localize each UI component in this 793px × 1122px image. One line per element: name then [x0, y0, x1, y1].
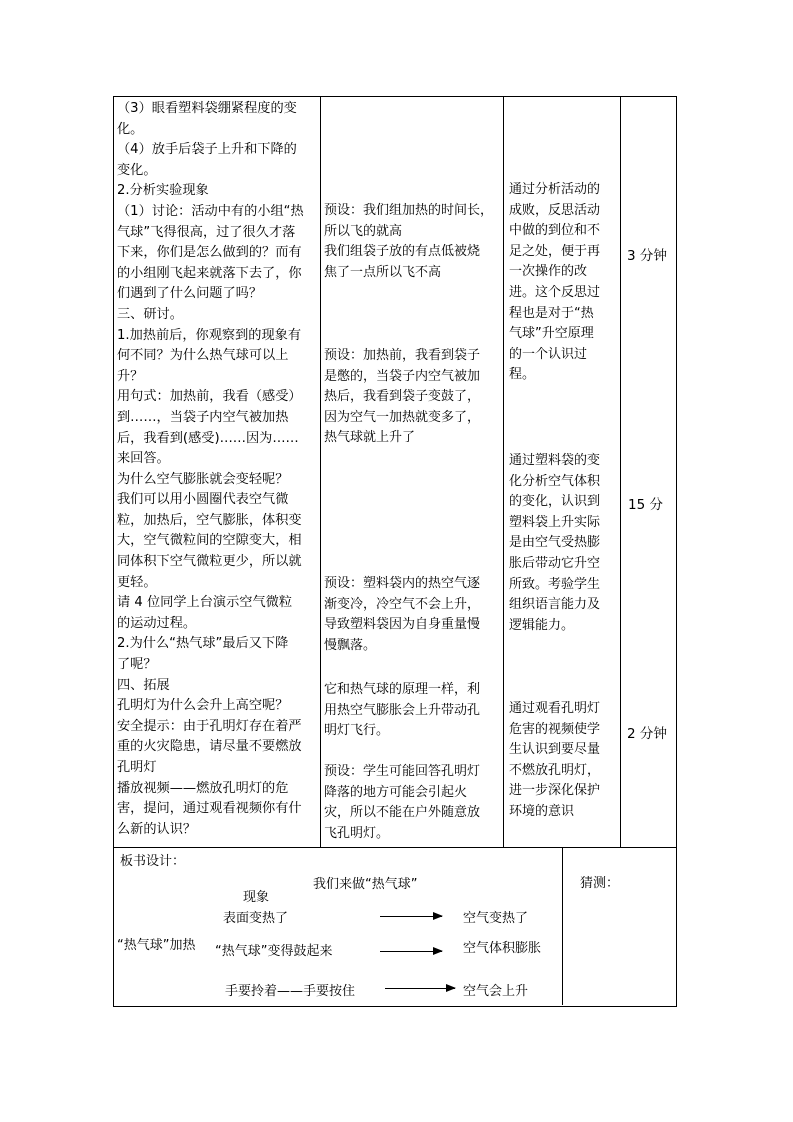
text-line: 胀后带动它升空: [509, 555, 601, 571]
design-intent-block: [509, 179, 600, 385]
board-design-label: 板书设计：: [120, 854, 186, 869]
text-line: 孔明灯为什么会升上高空呢？: [117, 698, 289, 714]
guess-item: 空气体积膨胀: [463, 941, 542, 956]
text-line: 的一个认识过: [509, 346, 588, 362]
right-arrow-icon: [385, 988, 455, 989]
text-line: 2.为什么“热气球”最后又下降: [117, 636, 289, 652]
text-line: 气球”飞得很高，过了很久才落: [117, 224, 296, 240]
text-line: 同体积下空气微粒更少，所以就: [117, 554, 302, 570]
text-line: 所致。考验学生: [509, 576, 601, 592]
text-line: 生认识到要尽量: [509, 742, 601, 758]
design-intent-block: [509, 450, 600, 635]
student-response-block: [324, 573, 480, 655]
phenomenon-item: “热气球”变得鼓起来: [215, 944, 333, 959]
text-line: 升？: [117, 368, 144, 384]
text-line: （3）眼看塑料袋绷紧程度的变: [117, 101, 297, 116]
column-divider: [503, 96, 504, 847]
text-line: 了呢？: [117, 657, 157, 673]
heating-label: “热气球”加热: [117, 938, 196, 953]
text-line: 飞孔明灯。: [324, 825, 390, 841]
text-line: 的变化，认识到: [509, 494, 601, 510]
text-line: 足之处，便于再: [509, 243, 601, 259]
text-line: 下来，你们是怎么做到的？而有: [117, 245, 302, 261]
guess-item: 空气会上升: [463, 984, 529, 999]
student-response-block: [324, 200, 493, 282]
right-arrow-icon: [380, 951, 442, 952]
text-line: 我们组袋子放的有点低被烧: [324, 244, 481, 260]
text-line: 化分析空气体积: [509, 473, 601, 489]
time-allocation: 3 分钟: [627, 248, 667, 264]
text-line: 它和热气球的原理一样，利: [324, 682, 481, 697]
text-line: 热后，我看到袋子变鼓了，: [324, 389, 481, 405]
text-line: 变化。: [117, 162, 157, 178]
time-allocation: 2 分钟: [627, 726, 667, 742]
text-line: （1）讨论：活动中有的小组“热: [117, 203, 304, 219]
teaching-steps-column: [117, 99, 304, 840]
text-line: 是憋的，当袋子内空气被加: [324, 368, 481, 384]
text-line: 何不同？为什么热气球可以上: [117, 348, 289, 364]
text-line: 的运动过程。: [117, 615, 197, 631]
text-line: 来回答。: [117, 451, 170, 467]
text-line: 播放视频——燃放孔明灯的危: [117, 780, 289, 796]
time-allocation: 15 分: [628, 497, 663, 513]
text-line: 因为空气一加热就变多了，: [324, 409, 481, 425]
text-line: 组织语言能力及: [509, 597, 601, 613]
phenomenon-label: 现象: [243, 890, 270, 905]
text-line: 化。: [117, 121, 144, 137]
text-line: 塑料袋上升实际: [509, 514, 601, 530]
guess-divider: [562, 847, 563, 1005]
column-divider: [320, 96, 321, 847]
text-line: 1.加热前后，你观察到的现象有: [117, 327, 302, 343]
text-line: 三、研讨。: [117, 306, 183, 322]
text-line: 预设：我们组加热的时间长，: [324, 203, 494, 218]
text-line: 程也是对于“热: [509, 305, 594, 321]
text-line: 降落的地方可能会引起火: [324, 784, 468, 800]
text-line: 重的火灾隐患，请尽量不要燃放: [117, 739, 302, 755]
text-line: 大，空气微粒间的空隙变大，相: [117, 533, 302, 549]
text-line: 么新的认识？: [117, 821, 197, 837]
text-line: 到……，当袋子内空气被加热: [117, 409, 289, 425]
row-divider: [113, 847, 676, 848]
text-line: 一次操作的改: [509, 264, 588, 280]
text-line: 预设：学生可能回答孔明灯: [324, 764, 481, 779]
text-line: 成败，反思活动: [509, 202, 601, 218]
student-response-block: [324, 345, 480, 448]
text-line: 更轻。: [117, 574, 157, 590]
text-line: 焦了一点所以飞不高: [324, 264, 442, 280]
guess-item: 空气变热了: [463, 911, 529, 926]
text-line: 导致塑料袋因为自身重量慢: [324, 617, 481, 633]
board-title: 我们来做“热气球”: [313, 877, 418, 892]
text-line: 慢飘落。: [324, 637, 377, 653]
text-line: 逻辑能力。: [509, 617, 575, 633]
text-line: 渐变冷，冷空气不会上升，: [324, 596, 481, 612]
text-line: （4）放手后袋子上升和下降的: [117, 142, 297, 158]
text-line: 所以飞的就高: [324, 223, 403, 239]
text-line: 害，提问，通过观看视频你有什: [117, 801, 302, 817]
text-line: 危害的视频使学: [509, 721, 601, 737]
phenomenon-item: 手要拎着——手要按住: [225, 984, 356, 999]
text-line: 灾，所以不能在户外随意放: [324, 805, 481, 821]
text-line: 气球”升空原理: [509, 326, 594, 342]
text-line: 的小组刚飞起来就落下去了，你: [117, 265, 302, 281]
column-divider: [620, 96, 621, 847]
text-line: 通过塑料袋的变: [509, 453, 601, 468]
right-arrow-icon: [380, 916, 442, 917]
text-line: 们遇到了什么问题了吗？: [117, 286, 263, 302]
text-line: 后，我看到(感受)……因为……: [117, 430, 299, 446]
text-line: 明灯飞行。: [324, 723, 390, 739]
text-line: 通过观看孔明灯: [509, 701, 601, 716]
text-line: 进一步深化保护: [509, 783, 601, 799]
text-line: 是由空气受热膨: [509, 535, 601, 551]
text-line: 安全提示：由于孔明灯存在着严: [117, 718, 302, 734]
text-line: 四、拓展: [117, 677, 170, 693]
text-line: 预设：加热前，我看到袋子: [324, 348, 481, 363]
text-line: 孔明灯: [117, 760, 157, 775]
phenomenon-item: 表面变热了: [223, 911, 289, 926]
text-line: 粒，加热后，空气膨胀，体积变: [117, 512, 302, 528]
text-line: 热气球就上升了: [324, 430, 416, 446]
text-line: 为什么空气膨胀就会变轻呢？: [117, 471, 289, 487]
text-line: 进。这个反思过: [509, 284, 601, 300]
text-line: 中做的到位和不: [509, 223, 601, 239]
student-response-block: [324, 761, 480, 843]
text-line: 预设：塑料袋内的热空气逐: [324, 576, 481, 591]
guess-label: 猜测：: [580, 876, 620, 891]
text-line: 环境的意识: [509, 803, 575, 819]
text-line: 我们可以用小圆圈代表空气微: [117, 492, 289, 508]
text-line: 程。: [509, 367, 536, 383]
design-intent-block: [509, 698, 600, 822]
text-line: 2.分析实验现象: [117, 183, 209, 199]
text-line: 用热空气膨胀会上升带动孔: [324, 702, 481, 718]
text-line: 不燃放孔明灯，: [509, 762, 601, 778]
text-line: 用句式：加热前，我看（感受）: [117, 389, 302, 405]
text-line: 通过分析活动的: [509, 182, 601, 197]
student-response-block: [324, 679, 480, 741]
text-line: 请 4 位同学上台演示空气微粒: [117, 595, 293, 611]
